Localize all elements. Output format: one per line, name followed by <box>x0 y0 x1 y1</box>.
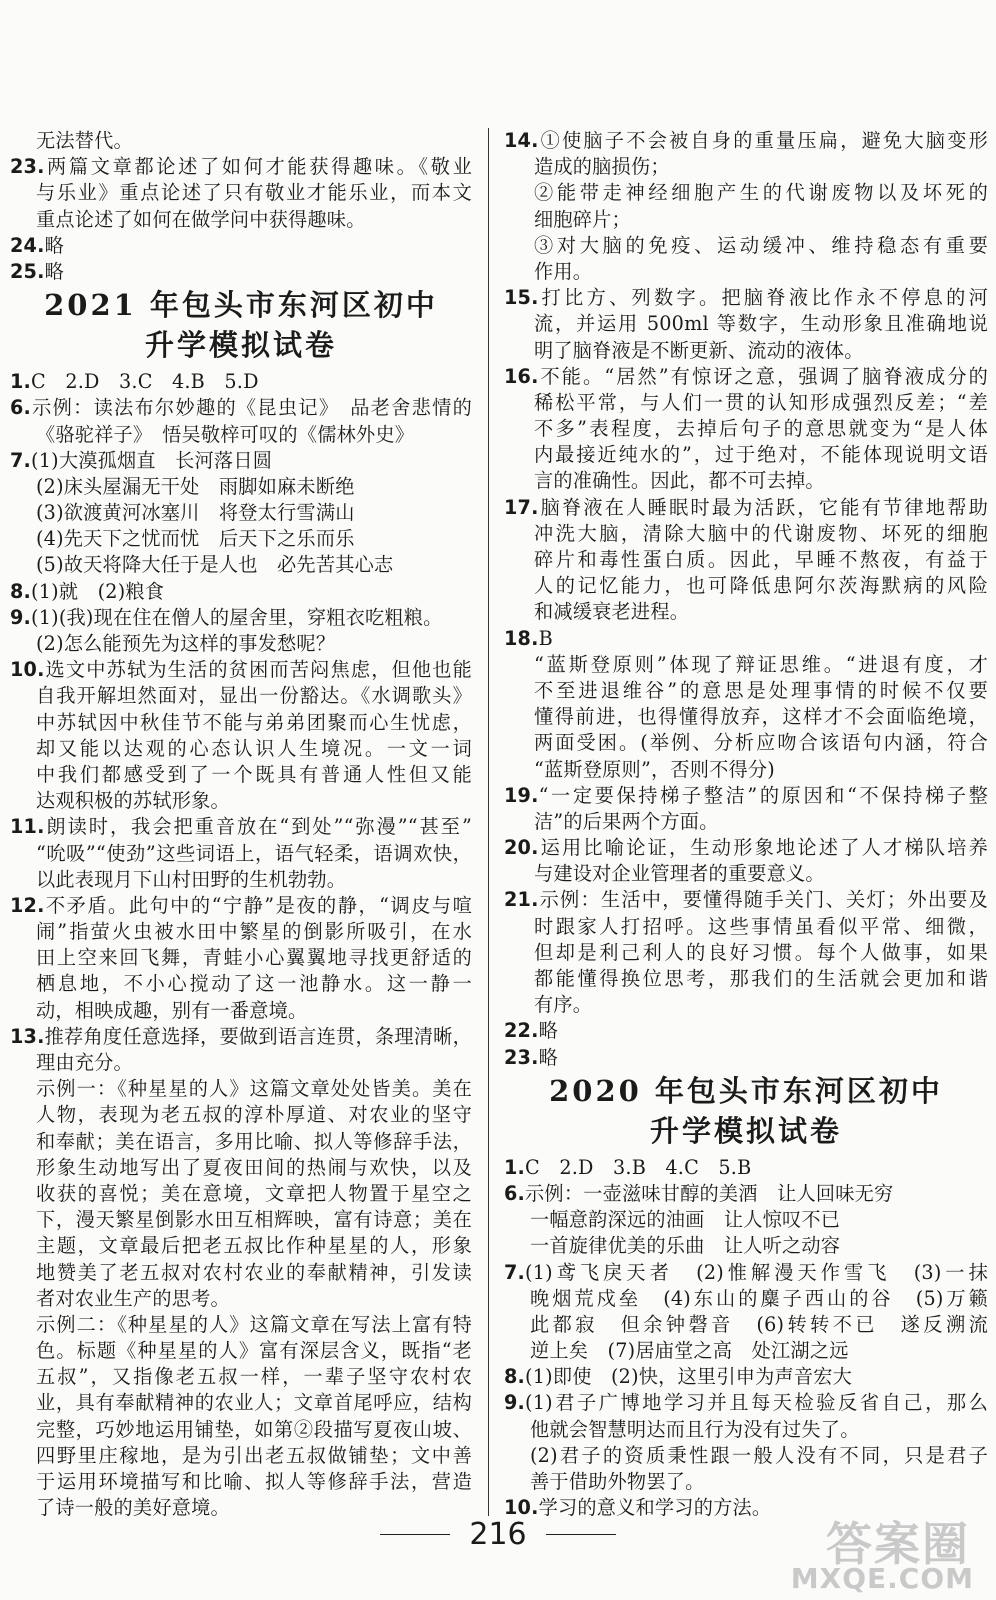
answer-text: 形象生动地写出了夏夜田间的热闹与欢快，以及 <box>36 1155 472 1179</box>
answer-line <box>10 631 472 657</box>
answer-text: 略 <box>538 1019 558 1043</box>
question-number: 20. <box>504 836 539 860</box>
answer-text: 闹”指萤火虫被水田中繁星的倒影所吸引，在水 <box>36 920 472 944</box>
answer-text: 以此表现月下山村田野的生机勃勃。 <box>36 867 347 891</box>
question-number: 23. <box>10 155 45 179</box>
question-number: 1. <box>10 370 32 394</box>
answer-line <box>504 599 988 625</box>
answer-text: 洁”的后果两个方面。 <box>534 809 719 833</box>
answer-text: (1)就 (2)粮食 <box>31 579 165 603</box>
answer-line <box>504 652 988 678</box>
question-number: 1. <box>504 1155 526 1179</box>
answer-item <box>504 887 988 913</box>
answer-line <box>10 971 472 997</box>
answer-line <box>10 736 472 762</box>
answer-line <box>504 914 988 940</box>
answer-line <box>504 259 988 285</box>
answer-item <box>504 835 988 861</box>
answer-text: 言的准确性。因此，都不可去掉。 <box>534 469 825 493</box>
answer-item <box>504 1260 988 1286</box>
answer-line <box>504 757 988 783</box>
question-number: 10. <box>10 658 45 682</box>
answer-item <box>504 1045 988 1071</box>
answer-line <box>10 1260 472 1286</box>
question-number: 22. <box>504 1019 539 1043</box>
answer-text: 内最接近纯水的”，过于绝对，不能体现说明文语 <box>534 443 988 467</box>
answer-line <box>504 154 988 180</box>
answer-item <box>10 369 472 395</box>
answer-line <box>504 1338 988 1364</box>
answer-line <box>10 1364 472 1390</box>
answer-text: 《骆驼祥子》 悟吴敬梓可叹的《儒林外史》 <box>36 422 415 446</box>
answer-text: 碎片和毒性蛋白质。因此，早睡不熬夜，有益于 <box>534 548 988 571</box>
answer-line <box>10 552 472 578</box>
answer-text: 与建设对企业管理者的重要意义。 <box>534 862 825 886</box>
answer-line <box>504 311 988 337</box>
answer-item <box>10 448 472 474</box>
answer-line <box>504 1233 988 1259</box>
answer-text: 冲洗大脑，清除大脑中的代谢废物、坏死的细胞 <box>534 521 988 545</box>
answer-text: 但却是利己利人的良好习惯。每个人做事，如果 <box>534 940 988 964</box>
answer-text: 略 <box>44 233 64 257</box>
answer-line <box>504 547 988 573</box>
answer-text: 人物，表现为老五叔的淳朴厚道、对农业的坚守 <box>36 1103 472 1127</box>
answer-line <box>10 683 472 709</box>
answer-line <box>10 1390 472 1416</box>
section-heading: 2021 年包头市东河区初中 <box>44 288 438 323</box>
answer-line <box>504 521 988 547</box>
answer-text: 了诗一般的美好意境。 <box>36 1496 230 1520</box>
answer-text: 稀松平常，与人们一贯的认知形成强烈反差；“差 <box>534 390 988 414</box>
answer-line <box>504 940 988 966</box>
answer-line <box>10 128 472 154</box>
answer-text: 明了脑脊液是不断更新、流动的液体。 <box>534 338 864 362</box>
answer-text: 他就会智慧明达而且行为没有过失了。 <box>530 1417 860 1441</box>
question-number: 6. <box>504 1181 526 1205</box>
answer-text: 懂得前进，也得懂得放弃，这样才不会面临绝境， <box>534 705 988 729</box>
answer-line <box>10 1338 472 1364</box>
answer-line <box>504 1469 988 1495</box>
question-number: 10. <box>504 1496 539 1520</box>
answer-text: 主题，文章最后把老五叔比作种星星的人，形象 <box>36 1234 472 1258</box>
answer-text: 和减缓衰老进程。 <box>534 600 690 624</box>
question-number: 19. <box>504 783 539 807</box>
answer-line <box>10 1102 472 1128</box>
answer-text: 造成的脑损伤； <box>534 155 670 179</box>
answer-line <box>10 710 472 736</box>
answer-text: 细胞碎片； <box>534 207 631 231</box>
answer-line <box>10 1312 472 1338</box>
answer-text: 地赞美了老五叔对农村农业的奉献精神，引发读 <box>36 1260 472 1284</box>
section-heading: 2020 年包头市东河区初中 <box>549 1073 943 1108</box>
question-number: 7. <box>10 448 32 472</box>
answer-line <box>504 730 988 756</box>
answer-text: 和奉献；美在语言，多用比喻、拟人等修辞手法， <box>36 1129 472 1153</box>
answer-item <box>10 814 472 840</box>
answer-line <box>504 338 988 364</box>
answer-text: 示例二：《种星星的人》这篇文章在写法上富有特 <box>36 1312 472 1336</box>
question-number: 8. <box>504 1365 526 1389</box>
answer-text: 选文中苏轼为生活的贫困而苦闷焦虑，但他也能 <box>44 658 472 682</box>
answer-text: (2)君子的资质秉性跟一般人没有不同，只是君子 <box>530 1443 988 1467</box>
question-number: 14. <box>504 129 539 152</box>
answer-line <box>504 468 988 494</box>
answer-item <box>504 1390 988 1416</box>
answer-line <box>10 180 472 206</box>
question-number: 8. <box>10 579 32 603</box>
left-column <box>10 128 472 1521</box>
answer-text: 略 <box>44 259 64 283</box>
answer-text: 下，漫天繁星倒影水田互相辉映，富有诗意；美在 <box>36 1208 472 1232</box>
answer-line <box>504 442 988 468</box>
answer-text: 四野里庄稼地，是为引出老五叔做铺垫；文中善 <box>36 1443 472 1467</box>
answer-text: 不至进退维谷”的意思是处理事情的时候不仅要 <box>534 678 988 702</box>
question-number: 21. <box>504 888 539 912</box>
answer-text: 逆上矣 (7)居庙堂之高 处江湖之远 <box>530 1339 849 1363</box>
answer-line <box>10 474 472 500</box>
answer-item <box>504 285 988 311</box>
footer-rule-left <box>380 1534 450 1535</box>
answer-line <box>10 788 472 814</box>
footer-rule-right <box>546 1534 616 1535</box>
answer-text: 理由充分。 <box>36 1051 133 1074</box>
answer-text: 不矛盾。此句中的“宁静”是夜的静，“调皮与喧 <box>44 893 472 917</box>
question-number: 9. <box>504 1391 526 1415</box>
answer-text: (1)鸢飞戾天者 (2)惟解漫天作雪飞 (3)一抹 <box>525 1260 988 1284</box>
answer-line <box>10 1207 472 1233</box>
answer-text: 示例：读法布尔妙趣的《昆虫记》 品老舍悲情的 <box>31 396 472 420</box>
answer-text: 一首旋律优美的乐曲 让人听之动容 <box>530 1234 841 1258</box>
answer-text: 作用。 <box>534 259 593 283</box>
answer-line <box>504 390 988 416</box>
answer-text: B <box>538 626 553 650</box>
answer-text: 与乐业》重点论述了只有敬业才能乐业，而本文 <box>36 181 472 205</box>
answer-line <box>10 1286 472 1312</box>
question-number: 16. <box>504 364 539 388</box>
answer-text: 都能懂得换位思考，那我们的生活就会更加和谐 <box>534 967 988 990</box>
answer-text: C 2.D 3.B 4.C 5.B <box>525 1155 752 1179</box>
answer-line <box>504 992 988 1018</box>
answer-text: 不多”表程度，去掉后句子的意思就变为“是人体 <box>534 417 988 441</box>
answer-text: 业，具有奉献精神的农业人；文章首尾呼应，结构 <box>36 1391 472 1415</box>
answer-line <box>10 1155 472 1181</box>
answer-line <box>10 207 472 233</box>
answer-text: 色。标题《种星星的人》富有深层含义，既指“老 <box>36 1339 472 1363</box>
answer-line <box>10 1181 472 1207</box>
answer-line <box>504 1417 988 1443</box>
question-number: 24. <box>10 233 45 257</box>
question-number: 25. <box>10 259 45 283</box>
answer-text: 人的记忆能力，也可降低患阿尔茨海默病的风险 <box>534 574 988 598</box>
answer-text: 达观积极的苏轼形象。 <box>36 789 230 813</box>
answer-text: 却又能以达观的心态认识人生境况。一文一词 <box>36 736 472 760</box>
answer-line <box>504 678 988 704</box>
answer-item <box>10 657 472 683</box>
answer-text: 自我开解坦然面对，显出一份豁达。《水调歌头》 <box>36 684 472 708</box>
answer-line <box>10 500 472 526</box>
answer-line <box>504 966 988 992</box>
right-column <box>504 128 988 1521</box>
answer-line <box>10 422 472 448</box>
answer-item <box>504 1181 988 1207</box>
answer-text: 田上空来回飞舞，青蛙小心翼翼地寻找更舒适的 <box>36 946 472 970</box>
answer-line <box>504 1286 988 1312</box>
answer-text: 中苏轼因中秋佳节不能与弟弟团聚而心生忧虑， <box>36 710 472 734</box>
question-number: 11. <box>10 815 45 839</box>
answer-text: 两面受困。(举例、分析应吻合该语句内涵，符合 <box>534 731 988 755</box>
page-number: 216 <box>469 1517 527 1552</box>
answer-item <box>10 579 472 605</box>
question-number: 13. <box>10 1024 45 1048</box>
question-number: 6. <box>10 396 32 420</box>
answer-text: 不能。“居然”有惊讶之意，强调了脑脊液成分的 <box>538 364 988 388</box>
answer-line <box>10 762 472 788</box>
question-number: 9. <box>10 605 32 629</box>
answer-text: 打比方、列数字。把脑脊液比作永不停息的河 <box>538 286 988 310</box>
answer-line <box>10 1233 472 1259</box>
answer-line <box>504 573 988 599</box>
watermark-logo-text: 答案圈 <box>826 1517 970 1571</box>
answer-line <box>10 526 472 552</box>
answer-text: 一幅意韵深远的油画 让人惊叹不已 <box>530 1208 841 1232</box>
answer-item <box>504 128 988 154</box>
answer-item <box>10 893 472 919</box>
answer-text: 重点论述了如何在做学问中获得趣味。 <box>36 207 366 231</box>
answer-text: (1)君子广博地学习并且每天检验反省自己，那么 <box>525 1391 988 1415</box>
section-heading: 升学模拟试卷 <box>144 328 337 363</box>
answer-text: 学习的意义和学习的方法。 <box>538 1496 772 1520</box>
question-number: 7. <box>504 1260 526 1284</box>
answer-line <box>10 919 472 945</box>
answer-text: (1)即使 (2)快，这里引申为声音宏大 <box>525 1365 853 1389</box>
watermark <box>790 1500 984 1596</box>
answer-text: 中我们都感受到了一个既具有普通人性但又能 <box>36 762 472 786</box>
answer-text: 于运用环境描写和比喻、拟人等修辞手法，营造 <box>36 1470 472 1493</box>
answer-text: 栖息地，不小心搅动了这一池静水。这一静一 <box>36 972 472 996</box>
question-number: 23. <box>504 1045 539 1069</box>
answer-line <box>10 1417 472 1443</box>
answer-line <box>10 1129 472 1155</box>
answer-text: 者对农业生产的思考。 <box>36 1286 230 1310</box>
answer-line <box>504 416 988 442</box>
answer-item <box>10 233 472 259</box>
answer-line <box>10 867 472 893</box>
question-number: 17. <box>504 495 539 519</box>
answer-text: 善于借助外物罢了。 <box>530 1470 705 1493</box>
answer-item <box>10 1024 472 1050</box>
answer-item <box>504 783 988 809</box>
answer-text: (4)先天下之忧而忧 后天下之乐而乐 <box>36 527 355 551</box>
answer-line <box>504 1207 988 1233</box>
answer-item <box>504 1018 988 1044</box>
question-number: 12. <box>10 893 45 917</box>
answer-line <box>504 809 988 835</box>
answer-text: 示例：一壶滋味甘醇的美酒 让人回味无穷 <box>525 1181 894 1205</box>
answer-text: (1)(我)现在住在僧人的屋舍里，穿粗衣吃粗粮。 <box>31 605 443 629</box>
question-number: 18. <box>504 626 539 650</box>
answer-text: ①使脑子不会被自身的重量压扁，避免大脑变形 <box>538 129 988 152</box>
answer-text: 略 <box>538 1045 558 1069</box>
answer-item <box>504 364 988 390</box>
answer-text: ②能带走神经细胞产生的代谢废物以及坏死的 <box>534 181 988 205</box>
answer-text: 五叔”，又指像老五叔一样，一辈子坚守农村农 <box>36 1365 472 1389</box>
answer-text: 晚烟荒戍垒 (4)东山的麋子西山的谷 (5)万籁 <box>530 1286 988 1310</box>
answer-text: 两篇文章都论述了如何才能获得趣味。《敬业 <box>44 155 472 179</box>
answer-item <box>10 154 472 180</box>
answer-text: “蓝斯登原则”体现了辩证思维。“进退有度，才 <box>534 652 988 676</box>
answer-text: (2)怎么能预先为这样的事发愁呢？ <box>36 632 336 655</box>
answer-text: 收获的喜悦；美在意境，文章把人物置于星空之 <box>36 1181 472 1205</box>
section-heading: 升学模拟试卷 <box>649 1113 842 1148</box>
answer-item <box>504 1155 988 1181</box>
answer-item <box>10 395 472 421</box>
answer-text: “吮吸”“使劲”这些词语上，语气轻柔，语调欢快， <box>36 841 472 865</box>
answer-text: 推荐角度任意选择，要做到语言连贯，条理清晰， <box>44 1024 472 1048</box>
answer-line <box>504 1443 988 1469</box>
answer-text: 示例一：《种星星的人》这篇文章处处皆美。美在 <box>36 1077 472 1101</box>
answer-text: 示例：生活中，要懂得随手关门、关灯；外出要及 <box>538 888 988 912</box>
answer-text: 此都寂 但余钟磬音 (6)转转不已 遂反溯流 <box>530 1312 988 1336</box>
answer-text: 脑脊液在人睡眠时最为活跃，它能有节律地帮助 <box>538 495 988 519</box>
answer-text: 运用比喻论证，生动形象地论述了人才梯队培养 <box>538 836 988 860</box>
answer-line <box>504 207 988 233</box>
answer-line <box>10 998 472 1024</box>
answer-item <box>504 1364 988 1390</box>
answer-text: (5)故天将降大任于是人也 必先苦其心志 <box>36 553 394 577</box>
answer-line <box>10 1076 472 1102</box>
answer-line <box>10 1443 472 1469</box>
answer-line <box>504 704 988 730</box>
answer-line <box>10 1050 472 1076</box>
answer-line <box>10 841 472 867</box>
answer-text: 无法替代。 <box>36 129 133 152</box>
answer-line <box>504 861 988 887</box>
answer-text: (3)欲渡黄河冰塞川 将登太行雪满山 <box>36 501 355 525</box>
answer-text: 时跟家人打招呼。这些事情虽看似平常、细微， <box>534 914 988 938</box>
answer-text: 朗读时，我会把重音放在“到处”“弥漫”“甚至” <box>44 815 472 839</box>
answer-text: 动，相映成趣，别有一番意境。 <box>36 998 308 1022</box>
question-number: 15. <box>504 286 539 310</box>
answer-text: (2)床头屋漏无干处 雨脚如麻未断绝 <box>36 474 355 498</box>
answer-text: ③对大脑的免疫、运动缓冲、维持稳态有重要 <box>534 233 988 257</box>
answer-text: (1)大漠孤烟直 长河落日圆 <box>31 448 273 472</box>
answer-line <box>504 233 988 259</box>
answer-line <box>10 1469 472 1495</box>
watermark-url: MXQE.COM <box>790 1562 974 1595</box>
answer-text: 有序。 <box>534 993 593 1017</box>
answer-item <box>504 495 988 521</box>
answer-text: 完整，巧妙地运用铺垫，如第②段描写夏夜山坡、 <box>36 1417 472 1441</box>
answer-text: C 2.D 3.C 4.B 5.D <box>31 370 259 394</box>
answer-line <box>504 180 988 206</box>
answer-text: “一定要保持梯子整洁”的原因和“不保持梯子整 <box>538 783 988 807</box>
answer-text: “蓝斯登原则”，否则不得分) <box>534 757 775 781</box>
column-divider <box>488 128 489 1516</box>
answer-item <box>504 626 988 652</box>
answer-text: 流，并运用 500ml 等数字，生动形象且准确地说 <box>534 312 988 336</box>
answer-line <box>504 1312 988 1338</box>
answer-item <box>10 605 472 631</box>
answer-line <box>10 945 472 971</box>
answer-item <box>10 259 472 285</box>
